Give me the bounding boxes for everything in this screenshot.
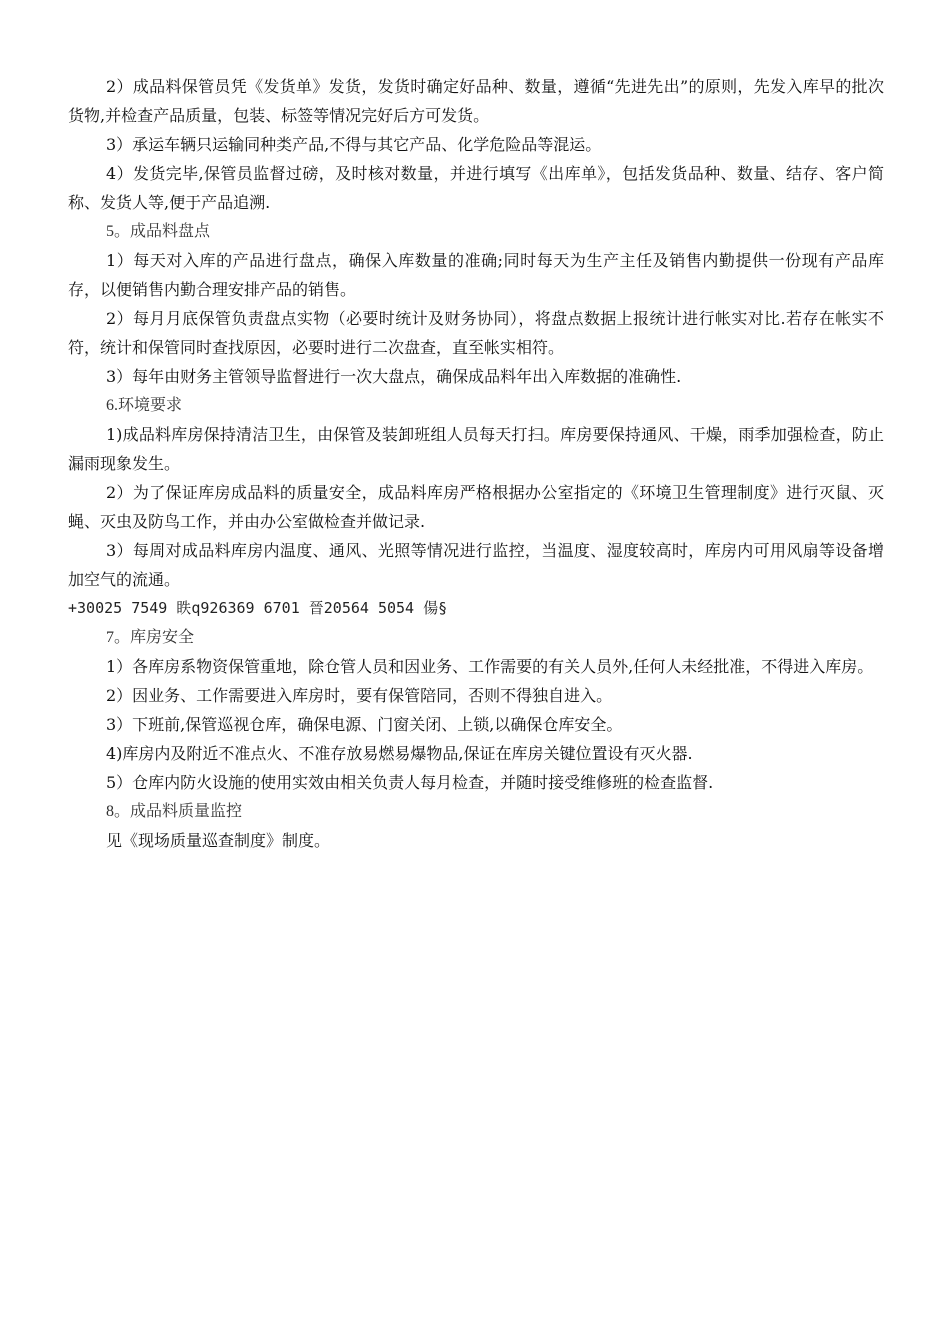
section-heading-safety: 7。库房安全	[106, 629, 195, 646]
document-page	[68, 72, 884, 855]
section-heading-inventory: 5。成品料盘点	[106, 223, 211, 240]
garbled-code-line: +30025 7549 眣q926369 6701 晉20564 5054 偒§	[68, 599, 448, 617]
paragraph-environment-1: 1)成品料库房保持清洁卫生，由保管及装卸班组人员每天打扫。库房要保持通风、干燥，雨季加强检查，防止漏雨现象发生。	[68, 425, 884, 473]
paragraph-delivery-4: 4）发货完毕,保管员监督过磅，及时核对数量，并进行填写《出库单》，包括发货品种、数量、结存、客户简称、发货人等,便于产品追溯.	[68, 164, 884, 212]
paragraph-safety-5: 5）仓库内防火设施的使用实效由相关负责人每月检查，并随时接受维修班的检查监督.	[106, 773, 714, 792]
section-heading-quality: 8。成品料质量监控	[106, 803, 243, 820]
paragraph-inventory-1: 1）每天对入库的产品进行盘点，确保入库数量的准确;同时每天为生产主任及销售内勤提供一份现有产品库存，以便销售内勤合理安排产品的销售。	[68, 251, 884, 299]
paragraph-safety-4: 4)库房内及附近不准点火、不准存放易燃易爆物品,保证在库房关键位置设有灭火器.	[106, 744, 693, 763]
paragraph-delivery-2: 2）成品料保管员凭《发货单》发货，发货时确定好品种、数量，遵循“先进先出”的原则，先发入库早的批次货物,并检查产品质量，包装、标签等情况完好后方可发货。	[68, 77, 884, 125]
paragraph-safety-1: 1）各库房系物资保管重地，除仓管人员和因业务、工作需要的有关人员外,任何人未经批准，不得进入库房。	[106, 657, 874, 676]
paragraph-environment-3: 3）每周对成品料库房内温度、通风、光照等情况进行监控，当温度、湿度较高时，库房内可用风扇等设备增加空气的流通。	[68, 541, 884, 589]
section-heading-environment: 6.环境要求	[106, 397, 183, 414]
paragraph-environment-2: 2）为了保证库房成品料的质量安全，成品料库房严格根据办公室指定的《环境卫生管理制度》进行灭鼠、灭蝇、灭虫及防鸟工作，并由办公室做检查并做记录.	[68, 483, 884, 531]
paragraph-safety-3: 3）下班前,保管巡视仓库，确保电源、门窗关闭、上锁,以确保仓库安全。	[106, 715, 623, 734]
paragraph-inventory-2: 2）每月月底保管负责盘点实物（必要时统计及财务协同），将盘点数据上报统计进行帐实对比.若存在帐实不符，统计和保管同时查找原因，必要时进行二次盘查，直至帐实相符。	[68, 309, 884, 357]
paragraph-delivery-3: 3）承运车辆只运输同种类产品,不得与其它产品、化学危险品等混运。	[106, 135, 602, 154]
paragraph-inventory-3: 3）每年由财务主管领导监督进行一次大盘点，确保成品料年出入库数据的准确性.	[106, 367, 682, 386]
paragraph-quality-ref: 见《现场质量巡查制度》制度。	[106, 831, 331, 850]
paragraph-safety-2: 2）因业务、工作需要进入库房时，要有保管陪同，否则不得独自进入。	[106, 686, 613, 705]
